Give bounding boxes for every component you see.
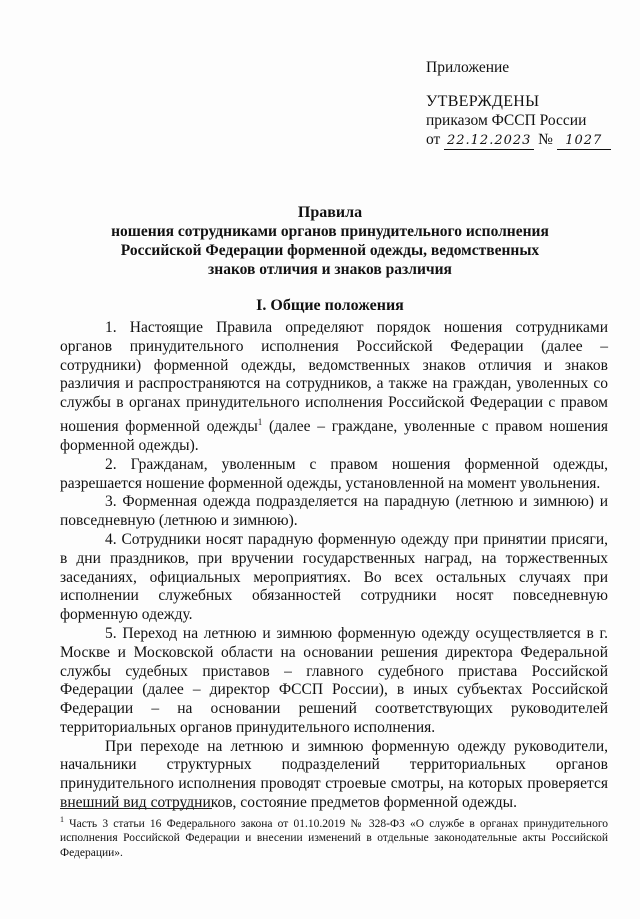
paragraph-1 xyxy=(60,319,608,456)
title-line-2: ношения сотрудниками органов принудительного исполнения xyxy=(111,223,549,240)
section-heading: I. Общие положения xyxy=(256,297,404,314)
handwritten-order-number: 1027 xyxy=(557,133,611,150)
paragraph-3: 3. Форменная одежда подразделяется на парадную (летнюю и зимнюю) и повседневную (летнюю и зимнюю). xyxy=(60,493,608,530)
document-title xyxy=(60,203,600,279)
footnote-divider xyxy=(60,808,212,809)
footnote xyxy=(60,813,608,860)
paragraph-6: При переходе на летнюю и зимнюю форменную одежду руководители, начальники структурных подразделений территориальных органов принудительного исполнения проводят строевые смотры, на которых проверяется внешний вид сотрудников, состояние предметов форменной одежды. xyxy=(60,737,608,812)
paragraph-1-text-continued: (далее – граждане, уволенные с правом ношения форменной одежды). xyxy=(60,418,609,454)
title-line-3: Российской Федерации форменной одежды, ведомственных xyxy=(120,242,540,259)
date-prefix: от xyxy=(426,131,441,148)
footnote-text: Часть 3 статьи 16 Федерального закона от 01.10.2019 № 328-ФЗ «О службе в органах принудительного исполнения Российской Федерации и внесении изменений в отдельные законодательные акты Российской Федерации». xyxy=(60,817,608,859)
title-line-1: Правила xyxy=(297,204,363,221)
order-date-number-line xyxy=(426,130,626,150)
order-by-label: приказом ФССП России xyxy=(426,112,587,129)
paragraph-1-text: 1. Настоящие Правила определяют порядок ношения сотрудниками органов принудительного исполнения Российской Федерации (далее – сотрудники) форменной одежды, ведомственных знаков отличия и знаков различия и распространяются на сотрудников, а также на граждан, уволенных со службы в органах принудительного исполнения Российской Федерации с правом ношения форменной одежды xyxy=(60,319,608,436)
footnote-reference: 1 xyxy=(257,416,263,427)
number-prefix: № xyxy=(538,131,553,148)
title-line-4: знаков отличия и знаков различия xyxy=(208,261,452,278)
paragraph-2: 2. Гражданам, уволенным с правом ношения форменной одежды, разрешается ношение форменной одежды, установленной на момент увольнения. xyxy=(60,455,608,492)
footnote-mark: 1 xyxy=(60,815,64,824)
approval-stamp-block xyxy=(426,58,626,150)
paragraph-5: 5. Переход на летнюю и зимнюю форменную одежду осуществляется в г. Москве и Московской области на основании решения директора Федеральной службы судебных приставов – главного судебного пристава Российской Федерации (далее – директор ФССП России), в иных субъектах Российской Федерации – на основании решений соответствующих руководителей территориальных органов принудительного исполнения. xyxy=(60,624,608,736)
document-body xyxy=(60,319,608,813)
appendix-label: Приложение xyxy=(426,59,510,76)
approved-label: УТВЕРЖДЕНЫ xyxy=(426,93,540,110)
handwritten-date: 22.12.2023 xyxy=(444,133,534,150)
paragraph-4: 4. Сотрудники носят парадную форменную одежду при принятии присяги, в дни праздников, при вручении государственных наград, на торжественных заседаниях, официальных мероприятиях. Во всех остальных случаях при исполнении служебных обязанностей сотрудники носят повседневную форменную одежду. xyxy=(60,530,608,624)
